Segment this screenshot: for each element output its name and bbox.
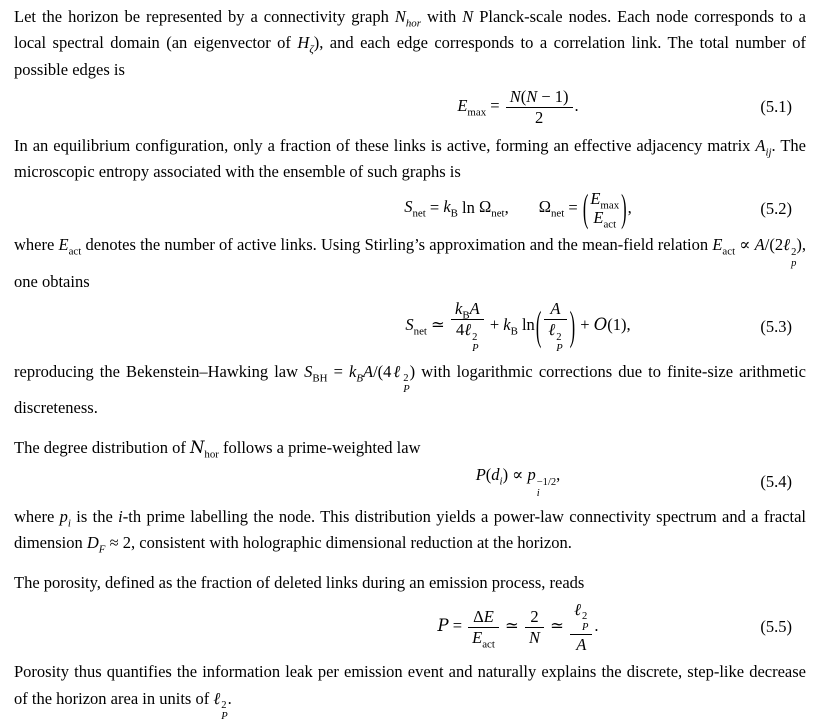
equation-5-2-math: $S_{net} = k_B$ $\ln \Omega_{net}$, $\Omega_{net}$ = ( $E_{max}$ $E_{act}$ ), <box>404 184 632 231</box>
paragraph-prime-label: where $p_i$ is the i-th prime labelling the node. This distribution yields a power-law connectivity spectrum and a fractal dimension $D_F \approx 2$, consistent with holographic dimensional reduction at the horizon. <box>14 506 806 556</box>
equation-5-1 <box>14 87 806 128</box>
paragraph-intro: Let the horizon be represented by a connectivity graph $N_{hor}$ with N Planck-scale nodes. Each node corresponds to a local spectral domain (an eigenvector of $H_\zeta$), and each edge corresponds to a correlation link. The total number of possible edges is <box>14 7 806 79</box>
paragraph-porosity-intro: The porosity, defined as the fraction of deleted links during an emission process, reads <box>14 572 585 592</box>
equation-5-5-math: P = $\frac{\Delta E}{E_{act}}$ ≃ $\frac{2}{N}$ ≃ ℓ 2 P A . <box>437 599 599 654</box>
equation-5-4-math: $P(d_i) \propto p$ −1/2 i , <box>475 465 561 499</box>
paragraph-bekenstein-hawking: reproducing the Bekenstein–Hawking law $S_{BH}$ = $k_BA/(4\ell$ 2 P ) with logarithmic corrections due to finite-size arithmetic discreteness. <box>14 361 807 418</box>
equation-5-5 <box>14 600 806 654</box>
equation-5-4 <box>14 465 806 499</box>
equation-5-1-number: (5.1) <box>760 97 792 117</box>
paragraph-stirling: where $E_{act}$ denotes the number of active links. Using Stirling’s approximation and the mean-field relation $E_{act}$ ∝ A/(2ℓ 2 p ), one obtains <box>14 235 807 292</box>
equation-5-2 <box>14 184 806 231</box>
equation-5-3 <box>14 299 806 353</box>
equation-5-5-number: (5.5) <box>760 617 792 637</box>
paragraph-degree-distribution: The degree distribution of $N_{hor}$ follows a prime-weighted law <box>14 437 421 461</box>
equation-5-4-number: (5.4) <box>760 471 792 491</box>
paragraph-equilibrium: In an equilibrium configuration, only a fraction of these links is active, forming an effective adjacency matrix $A_{ij}$. The microscopic entropy associated with the ensemble of such graphs is <box>14 135 806 182</box>
equation-5-1-math: $E_{max}$ = $\frac{N(N - 1)}{2}$ . <box>457 87 579 127</box>
equation-5-2-number: (5.2) <box>760 198 792 218</box>
equation-5-3-math: $S_{net}$ ≃ $k_BA$ 4ℓ 2 P + $k_B$ ln( A ℓ 2 P ) + O(1), <box>405 299 631 354</box>
paragraph-porosity-conclusion: Porosity thus quantifies the information leak per emission event and naturally explains the discrete, step-like decrease of the horizon area in units of ℓ 2 P . <box>14 662 806 722</box>
equation-5-3-number: (5.3) <box>760 316 792 336</box>
